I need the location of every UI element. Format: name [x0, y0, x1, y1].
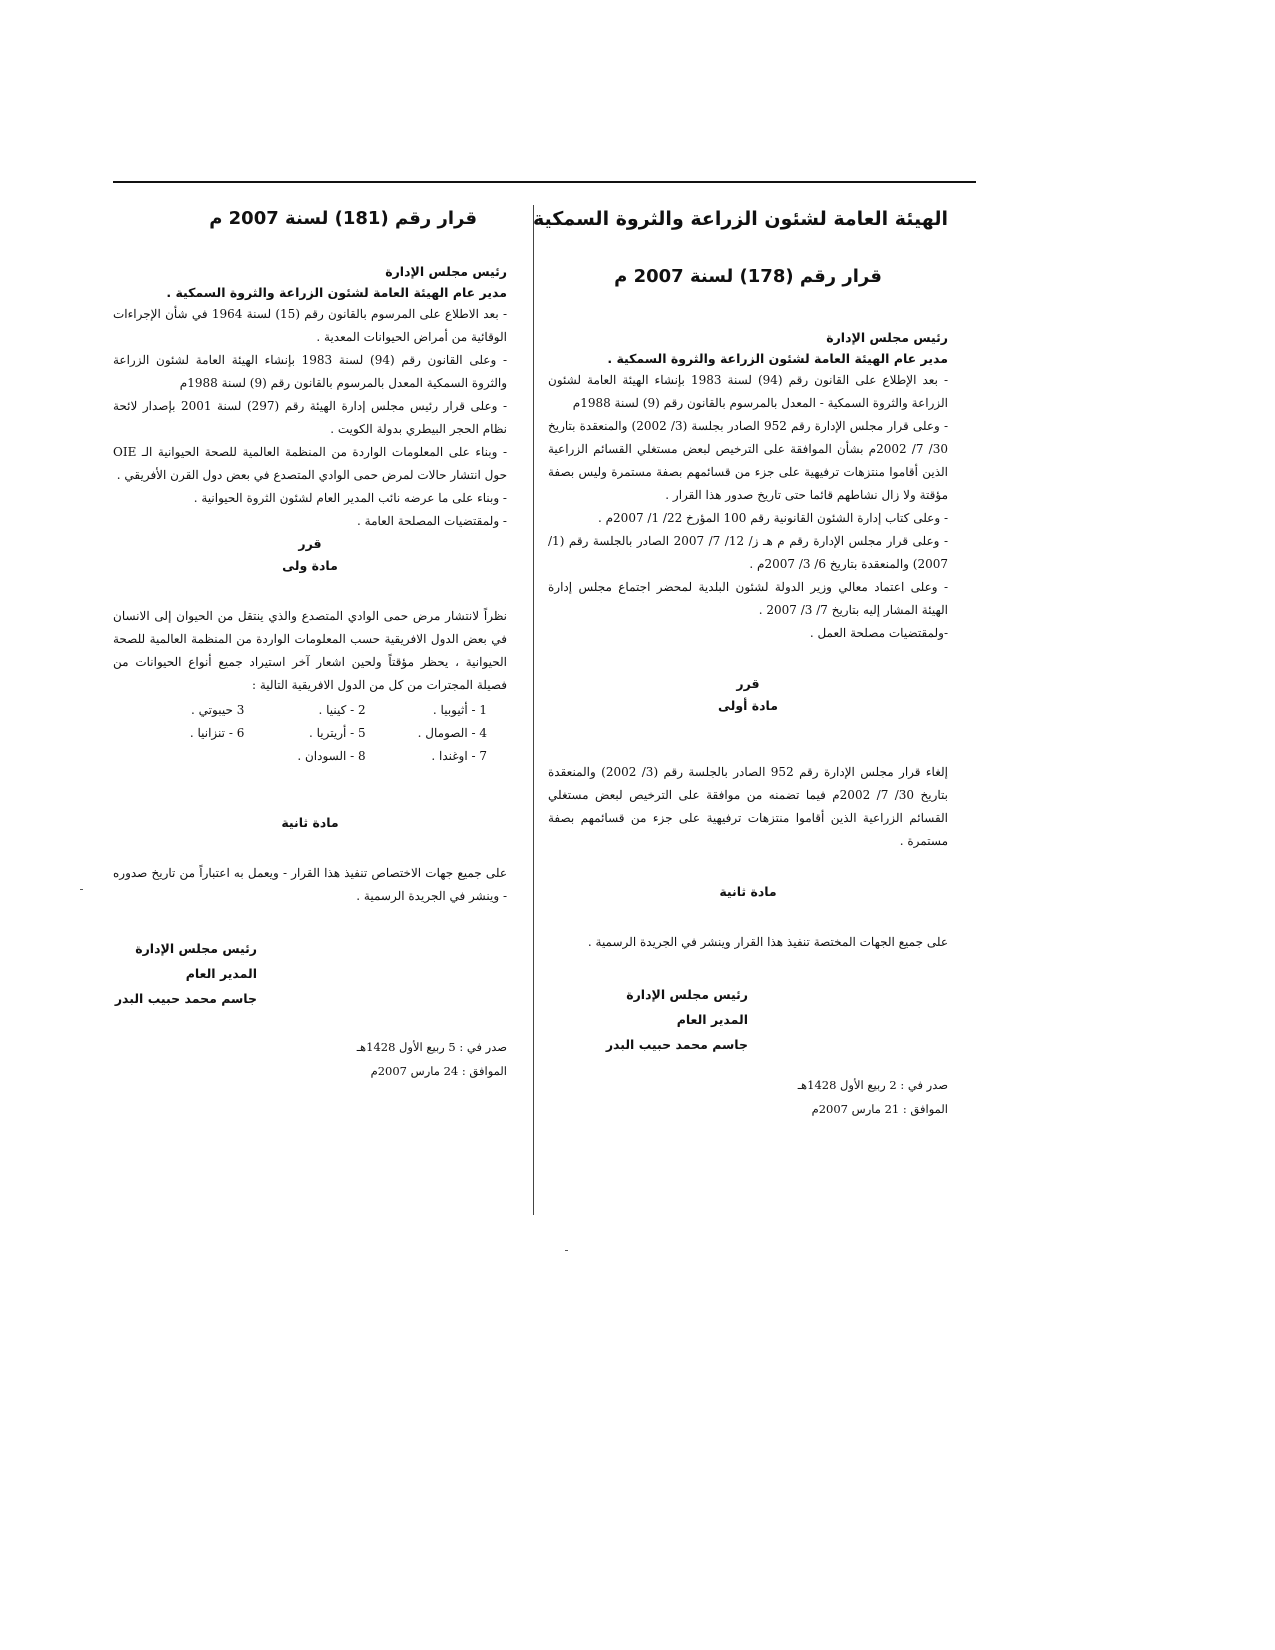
- country-item: 5 - أريتريا .: [309, 726, 366, 740]
- article-2-text: على جميع جهات الاختصاص تنفيذ هذا القرار - ويعمل به اعتباراً من تاريخ صدوره - وينشر في الجريدة الرسمية .: [113, 866, 507, 903]
- preamble-clause: - وعلى اعتماد معالي وزير الدولة لشئون البلدية لمحضر اجتماع مجلس إدارة الهيئة المشار إليه بتاريخ 7/ 3/ 2007 .: [548, 580, 948, 617]
- country-item: 8 - السودان .: [297, 749, 366, 763]
- preamble-clause: - بعد الإطلاع على القانون رقم (94) لسنة 1983 بإنشاء الهيئة العامة لشئون الزراعة والثروة السمكية - المعدل بالمرسوم بالقانون رقم (9) لسنة 1988م: [548, 373, 948, 410]
- country-list: [123, 699, 487, 768]
- article-1-text: نظراً لانتشار مرض حمى الوادي المتصدع والذي ينتقل من الحيوان إلى الانسان في بعض الدول الافريقية حسب المعلومات الواردة من المنظمة العالمية للصحة الحيوانية ، يحظر مؤقتاً ولحين اشعار آخر استيراد جميع أنواع الحيوانات من فصيلة المجترات من كل من الدول الافريقية التالية :: [113, 609, 508, 692]
- article-2-title: مادة ثانية: [281, 815, 339, 830]
- issued-gregorian-date: الموافق : 21 مارس 2007م: [811, 1102, 948, 1116]
- signature-block: [113, 936, 257, 1011]
- signature-name: جاسم محمد حبيب البدر: [605, 1037, 748, 1052]
- country-item: [123, 745, 244, 768]
- country-item: 1 - أثيوبيا .: [432, 703, 487, 717]
- country-item: 4 - الصومال .: [417, 726, 487, 740]
- scan-speck: [80, 889, 83, 890]
- director-header: مدير عام الهيئة العامة لشئون الزراعة والثروة السمكية .: [607, 351, 948, 366]
- signature-block: [548, 982, 748, 1057]
- preamble-clause: - وعلى القانون رقم (94) لسنة 1983 بإنشاء الهيئة العامة لشئون الزراعة والثروة السمكية المعدل بالمرسوم بالقانون رقم (9) لسنة 1988م: [113, 353, 508, 390]
- signature-chairman: رئيس مجلس الإدارة: [135, 941, 257, 956]
- top-rule: [113, 181, 976, 183]
- country-item: 3 حيبوتي .: [191, 703, 245, 717]
- article-2-text: على جميع الجهات المختصة تنفيذ هذا القرار وينشر في الجريدة الرسمية .: [587, 935, 948, 949]
- decree-178-column: [533, 208, 949, 1121]
- director-header: مدير عام الهيئة العامة لشئون الزراعة والثروة السمكية .: [166, 285, 507, 300]
- preamble-clause: - وبناء على ما عرضه نائب المدير العام لشئون الثروة الحيوانية .: [193, 491, 507, 505]
- issued-hijri-date: صدر في : 2 ربيع الأول 1428هـ: [797, 1078, 948, 1092]
- preamble-clause: -ولمقتضيات مصلحة العمل .: [809, 626, 948, 640]
- chairman-header: رئيس مجلس الإدارة: [385, 264, 507, 279]
- scan-speck: [565, 1250, 568, 1251]
- decree-181-title: قرار رقم (181) لسنة 2007 م: [209, 208, 477, 229]
- column-divider: [533, 205, 534, 1215]
- article-2-title: مادة ثانية: [719, 884, 777, 899]
- country-item: 7 - اوغندا .: [431, 749, 487, 763]
- issue-date-block: [548, 1073, 948, 1121]
- issued-hijri-date: صدر في : 5 ربيع الأول 1428هـ: [356, 1040, 507, 1054]
- preamble-clause: - وبناء على المعلومات الواردة من المنظمة العالمية للصحة الحيوانية الـ OIE حول انتشار حالات لمرض حمى الوادي المتصدع في بعض دول القرن الأفريقي .: [113, 445, 507, 482]
- issue-date-block: [113, 1035, 507, 1083]
- issued-gregorian-date: الموافق : 24 مارس 2007م: [370, 1064, 507, 1078]
- decree-178-title: قرار رقم (178) لسنة 2007 م: [614, 266, 882, 287]
- signature-title: المدير العام: [185, 966, 257, 981]
- preamble-clause: - وعلى قرار رئيس مجلس إدارة الهيئة رقم (297) لسنة 2001 بإصدار لائحة نظام الحجر البيطري بدولة الكويت .: [113, 399, 508, 436]
- article-1-title: مادة أولى: [718, 698, 778, 713]
- article-1-text: إلغاء قرار مجلس الإدارة رقم 952 الصادر بالجلسة رقم (3/ 2002) والمنعقدة بتاريخ 30/ 7/ 2002م فيما تضمنه من موافقة على الترخيص لبعض مستغلي القسائم الزراعية الذين أقاموا منتزهات ترفيهية على جزء من قسائمهم بصفة مستمرة .: [548, 765, 948, 848]
- decided-label: قرر: [736, 676, 760, 691]
- preamble-clause: - بعد الاطلاع على المرسوم بالقانون رقم (15) لسنة 1964 في شأن الإجراءات الوقائية من أمراض الحيوانات المعدية .: [113, 307, 507, 344]
- decided-label: قرر: [298, 536, 322, 551]
- decree-181-column: [113, 208, 507, 1083]
- preamble-clause: - وعلى قرار مجلس الإدارة رقم 952 الصادر بجلسة (3/ 2002) والمنعقدة بتاريخ 30/ 7/ 2002م بشأن الموافقة على الترخيص لبعض مستغلي القسائم الزراعية الذين أقاموا منتزهات ترفيهية على جزء من قسائمهم بصفة مستمرة وليس بصفة مؤقتة ولا زال نشاطهم قائما حتى تاريخ صدور هذا القرار .: [548, 419, 949, 502]
- article-1-title: مادة ولى: [282, 558, 338, 573]
- country-item: 2 - كينيا .: [318, 703, 366, 717]
- chairman-header: رئيس مجلس الإدارة: [826, 330, 948, 345]
- preamble-clause: - ولمقتضيات المصلحة العامة .: [357, 514, 507, 528]
- signature-chairman: رئيس مجلس الإدارة: [626, 987, 748, 1002]
- authority-heading: الهيئة العامة لشئون الزراعة والثروة السمكية: [533, 208, 948, 230]
- signature-title: المدير العام: [676, 1012, 748, 1027]
- country-item: 6 - تنزانيا .: [189, 726, 245, 740]
- preamble-clause: - وعلى كتاب إدارة الشئون القانونية رقم 100 المؤرخ 22/ 1/ 2007م .: [597, 511, 948, 525]
- signature-name: جاسم محمد حبيب البدر: [114, 991, 257, 1006]
- preamble-clause: - وعلى قرار مجلس الإدارة رقم م هـ ز/ 12/ 7/ 2007 الصادر بالجلسة رقم (1/ 2007) والمنعقدة بتاريخ 6/ 3/ 2007م .: [548, 534, 949, 571]
